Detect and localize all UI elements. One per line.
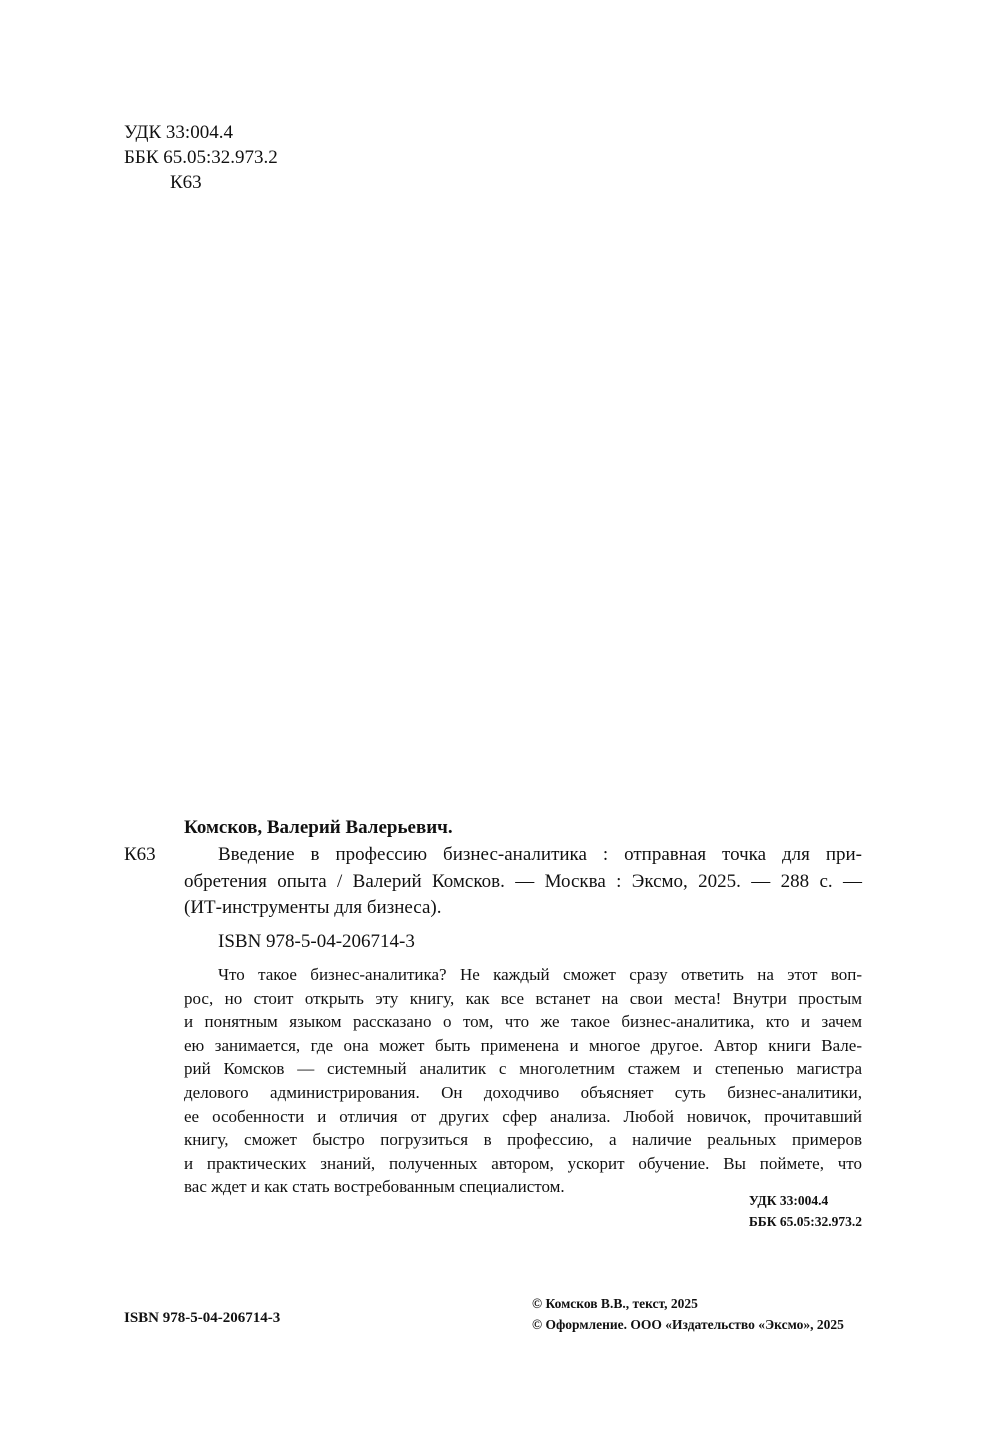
author-heading: Комсков, Валерий Валерьевич. (184, 817, 453, 838)
isbn-bottom: ISBN 978-5-04-206714-3 (124, 1310, 281, 1326)
bib-line: Введение в профессию бизнес-аналитика : отправная точка для при- (218, 844, 862, 865)
annotation-line: вас ждет и как стать востребованным специалистом. (184, 1177, 565, 1197)
top-classification-codes (124, 120, 278, 195)
annotation-line: делового администрирования. Он доходчиво объясняет суть бизнес-аналитики, (184, 1082, 862, 1102)
annotation-line: и практических знаний, полученных автором, ускорит обучение. Вы поймете, что (184, 1153, 862, 1173)
annotation-line: и понятным языком рассказано о том, что же такое бизнес-аналитика, кто и зачем (184, 1012, 862, 1032)
annotation-line: ее особенности и отличия от других сфер анализа. Любой новичок, прочитавший (184, 1106, 862, 1126)
annotation-line: рос, но стоит открыть эту книгу, как все встанет на свои места! Внутри простым (184, 988, 862, 1008)
annotation (184, 963, 862, 1199)
isbn-main: ISBN 978-5-04-206714-3 (218, 931, 415, 952)
bib-line: (ИТ-инструменты для бизнеса). (184, 897, 442, 918)
classification-codes (749, 1190, 862, 1232)
udk-code: УДК 33:004.4 (124, 122, 233, 143)
author-sign: К63 (170, 172, 202, 193)
udk-code-small: УДК 33:004.4 (748, 1193, 829, 1208)
annotation-line: Что такое бизнес-аналитика? Не каждый сможет сразу ответить на этот воп- (218, 965, 862, 984)
bib-line: обретения опыта / Валерий Комсков. — Москва : Эксмо, 2025. — 288 с. — (184, 870, 862, 892)
copyright-text-line: © Комсков В.В., текст, 2025 (532, 1296, 698, 1311)
annotation-line: ею занимается, где она может быть применена и многое другое. Автор книги Вале- (184, 1035, 862, 1055)
bbk-code-small: ББК 65.05:32.973.2 (748, 1214, 862, 1229)
bbk-code: ББК 65.05:32.973.2 (124, 147, 278, 168)
bibliographic-description (184, 842, 862, 922)
annotation-line: книгу, сможет быстро погрузиться в профессию, а наличие реальных примеров (184, 1130, 862, 1150)
annotation-line: рий Комсков — системный аналитик с многолетним стажем и степенью магистра (184, 1059, 862, 1079)
bib-author-sign: К63 (124, 844, 156, 865)
copyright-block (532, 1293, 844, 1335)
copyright-design-line: © Оформление. ООО «Издательство «Эксмо», 2025 (532, 1317, 844, 1332)
